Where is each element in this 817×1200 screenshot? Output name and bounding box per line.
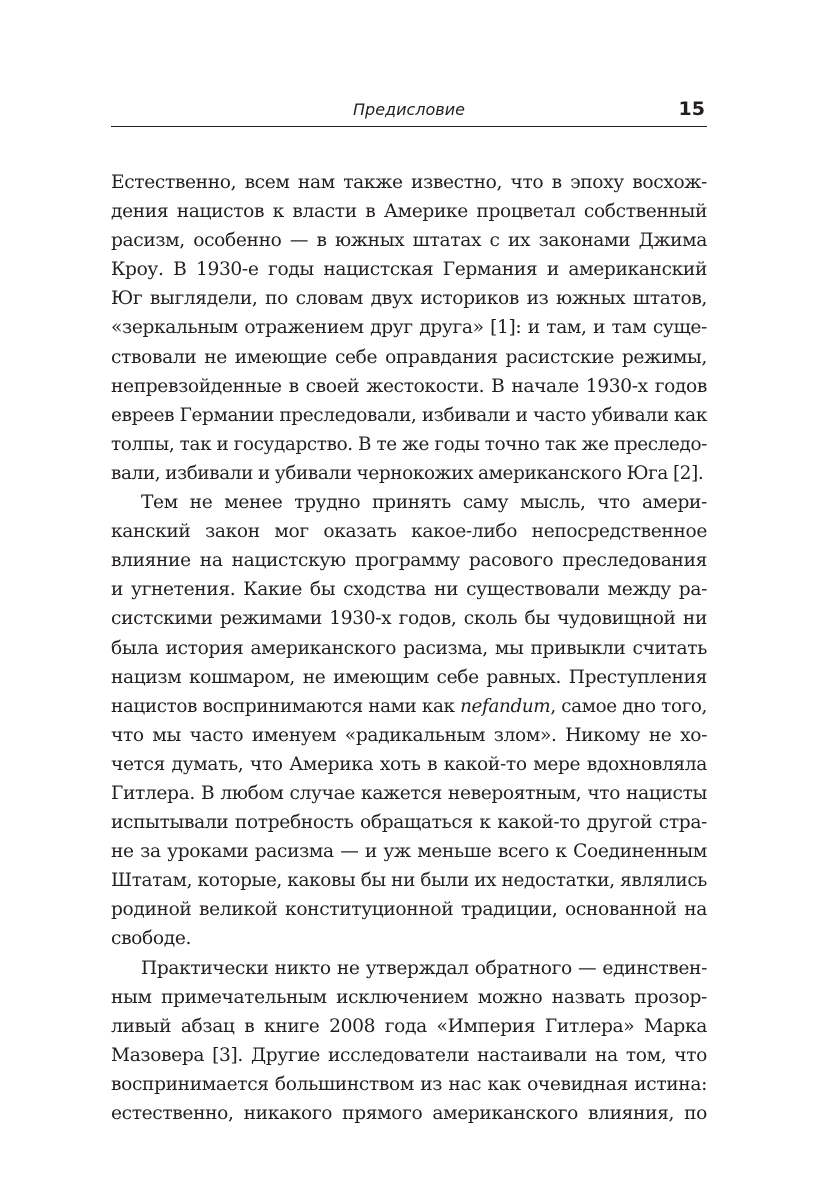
text-line: Практически никто не утверждал обратного — единствен-	[141, 957, 707, 979]
text-line: не за уроками расизма — и уж меньше всего к Соединенным	[111, 841, 707, 863]
running-title: Предисловие	[353, 100, 465, 119]
paragraph-2	[111, 488, 707, 954]
text-line: расизм, особенно — в южных штатах с их законами Джима	[111, 230, 707, 252]
text-line: влияние на нацистскую программу расового преследования	[111, 550, 707, 572]
text-line: родиной великой конституционной традиции, основанной на	[111, 899, 707, 921]
text-segment: нацистов воспринимаются нами как	[111, 695, 461, 717]
text-line: и угнетения. Какие бы сходства ни существовали между ра-	[111, 579, 707, 601]
text-line: нацизм кошмаром, не имеющим себе равных. Преступления	[111, 666, 707, 688]
text-line: Тем не менее трудно принять саму мысль, что амери-	[141, 492, 707, 514]
text-line: ным примечательным исключением можно назвать прозор-	[111, 986, 707, 1008]
text-line: была история американского расизма, мы привыкли считать	[111, 637, 707, 659]
text-line: Мазовера [3]. Другие исследователи настаивали на том, что	[111, 1044, 707, 1066]
text-line: чется думать, что Америка хоть в какой-то мере вдохновляла	[111, 753, 707, 775]
text-line: дения нацистов к власти в Америке процветал собственный	[111, 201, 707, 223]
paragraph-1	[111, 168, 707, 488]
text-line: толпы, так и государство. В те же годы точно так же преследо-	[111, 433, 707, 455]
text-line: непревзойденные в своей жестокости. В начале 1930-х годов	[111, 375, 707, 397]
text-line-with-italic	[111, 692, 707, 721]
text-line: естественно, никакого прямого американского влияния, по	[111, 1103, 707, 1124]
text-line: ствовали не имеющие себе оправдания расистские режимы,	[111, 346, 707, 368]
text-line: Естественно, всем нам также известно, что в эпоху восхож-	[111, 172, 707, 193]
text-line: воспринимается большинством из нас как очевидная истина:	[111, 1073, 707, 1095]
text-line: испытывали потребность обращаться к какой-то другой стра-	[111, 812, 707, 834]
text-line: свободе.	[111, 928, 192, 950]
text-line: Юг выглядели, по словам двух историков из южных штатов,	[111, 288, 707, 310]
paragraph-3	[111, 954, 707, 1129]
italic-term: nefandum	[460, 695, 551, 717]
text-line: ливый абзац в книге 2008 года «Империя Гитлера» Марка	[111, 1015, 707, 1037]
text-line: Кроу. В 1930-е годы нацистская Германия и американский	[111, 259, 707, 281]
body-text	[111, 168, 707, 1128]
text-line: Штатам, которые, каковы бы ни были их недостатки, являлись	[111, 870, 707, 892]
text-line: «зеркальным отражением друг друга» [1]: и там, и там суще-	[111, 317, 707, 339]
text-line: что мы часто именуем «радикальным злом». Никому не хо-	[111, 724, 707, 746]
text-line: канский закон мог оказать какое-либо непосредственное	[111, 521, 707, 543]
text-line: евреев Германии преследовали, избивали и часто убивали как	[111, 404, 707, 426]
running-header	[111, 98, 707, 127]
page-number: 15	[678, 98, 705, 120]
text-line: Гитлера. В любом случае кажется невероятным, что нацисты	[111, 782, 707, 804]
text-line: вали, избивали и убивали чернокожих американского Юга [2].	[111, 462, 704, 484]
text-line: систскими режимами 1930-х годов, сколь бы чудовищной ни	[111, 608, 707, 630]
text-segment: , самое дно того,	[550, 695, 708, 717]
